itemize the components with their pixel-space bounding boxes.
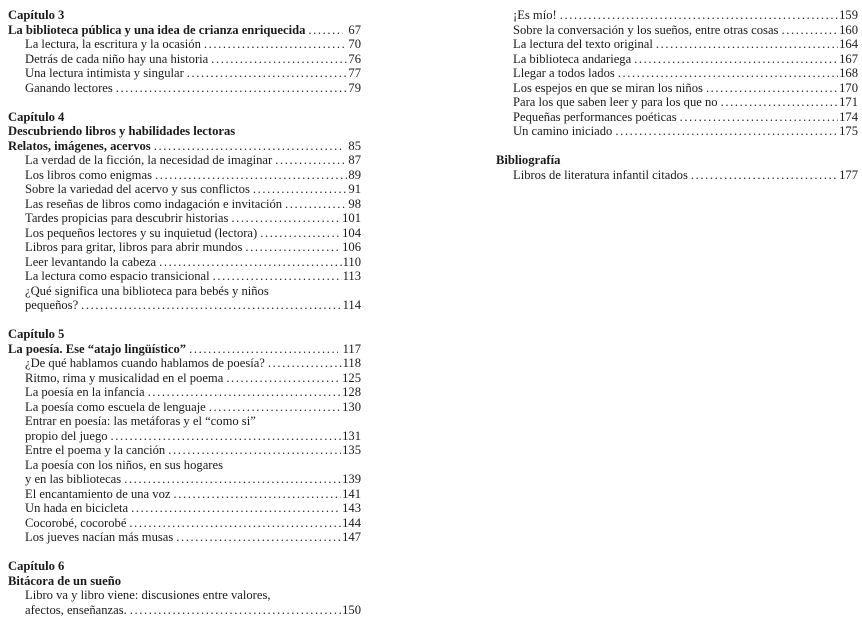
toc-entry-label: Las reseñas de libros como indagación e invitación: [25, 196, 283, 211]
toc-entry: [8, 37, 361, 52]
toc-leader-dots: [781, 23, 838, 38]
toc-entry-label: Pequeñas performances poéticas: [513, 109, 677, 124]
toc-entry-label: Ganando lectores: [25, 80, 113, 95]
toc-page-number: 175: [839, 124, 858, 138]
toc-entry: [8, 197, 361, 212]
toc-page-number: 79: [348, 80, 361, 95]
toc-entry-label: ¡Es mío!: [513, 8, 557, 22]
toc-leader-dots: [176, 530, 341, 545]
toc-leader-dots: [154, 139, 344, 154]
toc-heading: [8, 342, 361, 357]
toc-page-number: 89: [348, 167, 361, 182]
toc-leader-dots: [231, 211, 341, 226]
toc-heading: [8, 139, 361, 154]
toc-entry-label: La poesía en la infancia: [25, 385, 145, 399]
toc-entry-label: Los espejos en que se miran los niños: [513, 80, 703, 95]
toc-entry: [496, 81, 858, 96]
toc-entry: [8, 530, 361, 545]
toc-entry: [496, 66, 858, 81]
toc-leader-dots: [634, 52, 838, 67]
toc-leader-dots: [173, 487, 341, 502]
toc-leader-dots: [618, 66, 838, 81]
toc-leader-dots: [129, 516, 341, 531]
toc-page-number: 76: [348, 51, 361, 66]
toc-leader-dots: [116, 81, 348, 96]
toc-entry-label: La poesía como escuela de lenguaje: [25, 399, 206, 414]
toc-page-number: 67: [348, 22, 361, 37]
toc-leader-dots: [189, 342, 337, 357]
toc-entry-label: Libros de literatura infantil citados: [513, 167, 688, 182]
toc-leader-dots: [131, 501, 341, 516]
toc-leader-dots: [245, 240, 341, 255]
toc-page-number: 144: [342, 515, 361, 530]
toc-page-number: 85: [348, 138, 361, 153]
toc-entry-label: pequeños?: [25, 298, 79, 312]
toc-entry-label: El encantamiento de una voz: [25, 486, 171, 501]
toc-entry: [8, 298, 361, 313]
toc-entry-label: ¿Qué significa una biblioteca para bebés y niños: [25, 283, 269, 298]
toc-leader-dots: [130, 603, 341, 618]
toc-entry: [8, 588, 361, 603]
toc-entry-label: La poesía. Ese “atajo lingüístico”: [8, 341, 187, 356]
toc-column-right: [496, 8, 858, 182]
toc-page-number: 139: [342, 472, 361, 486]
toc-page-number: 104: [342, 225, 361, 240]
toc-entry-label: Leer levantando la cabeza: [25, 254, 157, 269]
toc-heading: [8, 124, 361, 139]
toc-entry-label: Bibliografía: [496, 153, 561, 167]
toc-block: [8, 559, 361, 617]
toc-page-number: 87: [348, 153, 361, 167]
toc-page-number: 164: [839, 37, 858, 51]
toc-entry: [496, 95, 858, 110]
toc-page-number: 150: [342, 602, 361, 617]
toc-entry: [496, 52, 858, 67]
toc-page-number: 143: [342, 501, 361, 515]
toc-page-number: 110: [342, 254, 361, 269]
toc-leader-dots: [285, 197, 347, 212]
toc-entry-label: y en las bibliotecas: [25, 472, 122, 486]
toc-entry: [496, 110, 858, 125]
toc-page-number: 98: [348, 196, 361, 211]
toc-entry-label: Llegar a todos lados: [513, 66, 615, 80]
toc-leader-dots: [155, 168, 347, 183]
toc-entry-label: La lectura como espacio transicional: [25, 269, 210, 283]
toc-entry-label: Capítulo 6: [8, 559, 65, 573]
toc-page-number: 118: [342, 356, 361, 370]
toc-leader-dots: [706, 81, 838, 96]
toc-entry: [8, 443, 361, 458]
toc-leader-dots: [275, 153, 347, 168]
toc-entry-label: Relatos, imágenes, acervos: [8, 138, 151, 153]
toc-page-number: 159: [839, 8, 858, 22]
toc-entry: [8, 400, 361, 415]
toc-heading: [8, 559, 361, 574]
toc-entry-label: La biblioteca andariega: [513, 51, 632, 66]
toc-heading: [8, 327, 361, 342]
toc-leader-dots: [308, 23, 343, 38]
toc-leader-dots: [260, 226, 341, 241]
toc-entry: [8, 371, 361, 386]
toc-entry: [8, 153, 361, 168]
toc-entry-label: Entrar en poesía: las metáforas y el “como si”: [25, 414, 256, 428]
toc-entry: [8, 603, 361, 618]
toc-entry-label: Para los que saben leer y para los que no: [513, 95, 718, 109]
toc-page-number: 114: [342, 298, 361, 312]
toc-page-number: 113: [342, 269, 361, 283]
toc-entry: [496, 37, 858, 52]
toc-entry-label: La biblioteca pública y una idea de crianza enriquecida: [8, 22, 306, 37]
toc-entry: [8, 269, 361, 284]
toc-page-number: 177: [839, 167, 858, 182]
toc-entry: [8, 211, 361, 226]
toc-leader-dots: [168, 443, 341, 458]
toc-heading: [496, 153, 858, 168]
toc-heading: [8, 23, 361, 38]
toc-leader-dots: [656, 37, 838, 52]
toc-page-number: 131: [342, 428, 361, 443]
toc-entry-label: Capítulo 3: [8, 8, 65, 22]
toc-leader-dots: [124, 472, 341, 487]
toc-entry: [8, 385, 361, 400]
toc-entry-label: Entre el poema y la canción: [25, 443, 166, 457]
toc-entry: [8, 182, 361, 197]
toc-leader-dots: [721, 95, 839, 110]
toc-page-number: 160: [839, 22, 858, 37]
toc-page-number: 168: [839, 66, 858, 80]
toc-entry: [496, 23, 858, 38]
toc-entry: [8, 255, 361, 270]
toc-page-number: 135: [342, 443, 361, 457]
toc-leader-dots: [211, 52, 347, 67]
toc-page-number: 91: [348, 182, 361, 196]
toc-column-left: [8, 8, 361, 617]
toc-page-number: 167: [839, 51, 858, 66]
toc-entry: [8, 414, 361, 429]
toc-page-number: 170: [839, 80, 858, 95]
toc-page-number: 171: [839, 95, 858, 109]
toc-entry-label: Un camino iniciado: [513, 124, 613, 138]
toc-leader-dots: [204, 37, 348, 52]
toc-entry-label: Bitácora de un sueño: [8, 573, 122, 588]
toc-block: [496, 8, 858, 139]
toc-entry-label: Capítulo 5: [8, 327, 65, 341]
toc-entry: [496, 124, 858, 139]
toc-entry: [8, 240, 361, 255]
toc-page-number: 141: [342, 486, 361, 501]
toc-heading: [8, 8, 361, 23]
toc-leader-dots: [615, 124, 838, 139]
toc-entry-label: Un hada en bicicleta: [25, 501, 129, 515]
toc-heading: [8, 574, 361, 589]
toc-entry-label: Libros para gritar, libros para abrir mundos: [25, 240, 243, 254]
toc-entry: [8, 458, 361, 473]
toc-page-number: 125: [342, 370, 361, 385]
toc-entry: [496, 8, 858, 23]
toc-entry: [8, 52, 361, 67]
toc-entry: [8, 356, 361, 371]
toc-entry-label: La lectura, la escritura y la ocasión: [25, 37, 201, 51]
toc-page-number: 101: [342, 211, 361, 225]
toc-entry-label: Libro va y libro viene: discusiones entre valores,: [25, 588, 271, 602]
toc-entry: [8, 226, 361, 241]
toc-block: [8, 8, 361, 95]
toc-page-number: 106: [342, 240, 361, 254]
toc-entry-label: Detrás de cada niño hay una historia: [25, 51, 209, 66]
toc-entry-label: Los pequeños lectores y su inquietud (lectora): [25, 225, 258, 240]
toc-entry-label: La poesía con los niños, en sus hogares: [25, 457, 223, 472]
toc-leader-dots: [226, 371, 341, 386]
toc-entry: [8, 66, 361, 81]
toc-entry-label: propio del juego: [25, 428, 108, 443]
toc-entry-label: La verdad de la ficción, la necesidad de imaginar: [25, 153, 273, 167]
toc-leader-dots: [560, 8, 838, 23]
toc-page-number: 117: [342, 341, 361, 356]
toc-page-number: 128: [342, 385, 361, 399]
toc-leader-dots: [680, 110, 838, 125]
toc-entry: [8, 81, 361, 96]
toc-entry: [8, 516, 361, 531]
toc-entry-label: Los libros como enigmas: [25, 167, 152, 182]
toc-entry-label: ¿De qué hablamos cuando hablamos de poesía?: [25, 356, 265, 370]
toc-entry: [8, 284, 361, 299]
toc-page-number: 174: [839, 109, 858, 124]
toc-page-number: 70: [348, 37, 361, 51]
toc-entry-label: Una lectura intimista y singular: [25, 66, 184, 80]
toc-entry: [496, 168, 858, 183]
toc-block: [496, 153, 858, 182]
toc-entry-label: Los jueves nacían más musas: [25, 530, 174, 544]
toc-entry-label: Descubriendo libros y habilidades lectoras: [8, 124, 236, 138]
toc-entry: [8, 168, 361, 183]
toc-leader-dots: [213, 269, 342, 284]
toc-entry-label: Ritmo, rima y musicalidad en el poema: [25, 370, 224, 385]
toc-leader-dots: [159, 255, 341, 270]
toc-heading: [8, 110, 361, 125]
toc-entry-label: Cocorobé, cocorobé: [25, 515, 127, 530]
toc-leader-dots: [111, 429, 342, 444]
toc-entry-label: afectos, enseñanzas.: [25, 602, 127, 617]
toc-leader-dots: [268, 356, 342, 371]
toc-block: [8, 110, 361, 313]
toc-leader-dots: [691, 168, 838, 183]
toc-entry-label: Capítulo 4: [8, 109, 65, 124]
toc-leader-dots: [253, 182, 348, 197]
toc-entry: [8, 501, 361, 516]
toc-entry-label: Tardes propicias para descubrir historias: [25, 211, 229, 225]
toc-leader-dots: [148, 385, 342, 400]
toc-page-number: 147: [342, 530, 361, 544]
toc-leader-dots: [81, 298, 341, 313]
toc-leader-dots: [209, 400, 341, 415]
toc-entry: [8, 472, 361, 487]
toc-entry-label: Sobre la variedad del acervo y sus conflictos: [25, 182, 250, 196]
toc-page-number: 130: [342, 399, 361, 414]
toc-leader-dots: [187, 66, 348, 81]
toc-block: [8, 327, 361, 545]
toc-page-number: 77: [348, 66, 361, 80]
toc-entry-label: La lectura del texto original: [513, 37, 653, 51]
toc-entry-label: Sobre la conversación y los sueños, entre otras cosas: [513, 22, 779, 37]
toc-entry: [8, 429, 361, 444]
toc-entry: [8, 487, 361, 502]
